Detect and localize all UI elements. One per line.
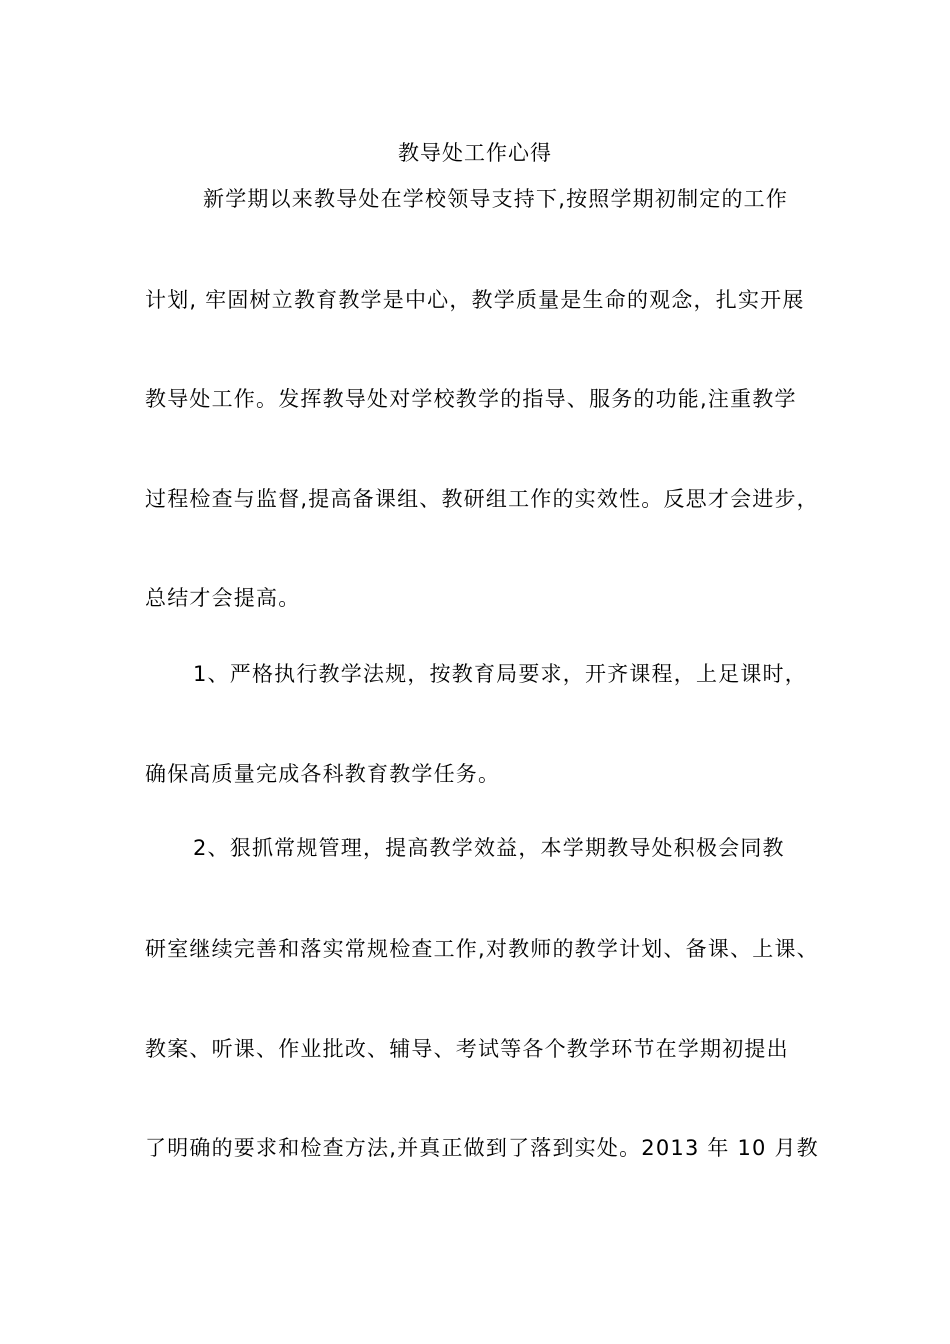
paragraph-line: 研室继续完善和落实常规检查工作,对教师的教学计划、备课、上课、 xyxy=(145,937,819,961)
paragraph-line: 了明确的要求和检查方法,并真正做到了落到实处。2013 年 10 月教 xyxy=(145,1136,819,1160)
list-item-1-line: 1、严格执行教学法规，按教育局要求，开齐课程，上足课时， xyxy=(193,662,807,686)
paragraph-line: 总结才会提高。 xyxy=(145,586,301,610)
list-item-2-line: 2、狠抓常规管理，提高教学效益，本学期教导处积极会同教 xyxy=(193,836,785,860)
paragraph-line: 新学期以来教导处在学校领导支持下,按照学期初制定的工作 xyxy=(203,187,789,211)
paragraph-line: 教案、听课、作业批改、辅导、考试等各个教学环节在学期初提出 xyxy=(145,1037,789,1061)
paragraph-line: 教导处工作。发挥教导处对学校教学的指导、服务的功能,注重教学 xyxy=(145,387,797,411)
document-title: 教导处工作心得 xyxy=(398,141,552,165)
paragraph-line: 确保高质量完成各科教育教学任务。 xyxy=(145,762,501,786)
paragraph-line: 计划, 牢固树立教育教学是中心，教学质量是生命的观念，扎实开展 xyxy=(145,288,805,312)
paragraph-line: 过程检查与监督,提高备课组、教研组工作的实效性。反思才会进步， xyxy=(145,487,819,511)
